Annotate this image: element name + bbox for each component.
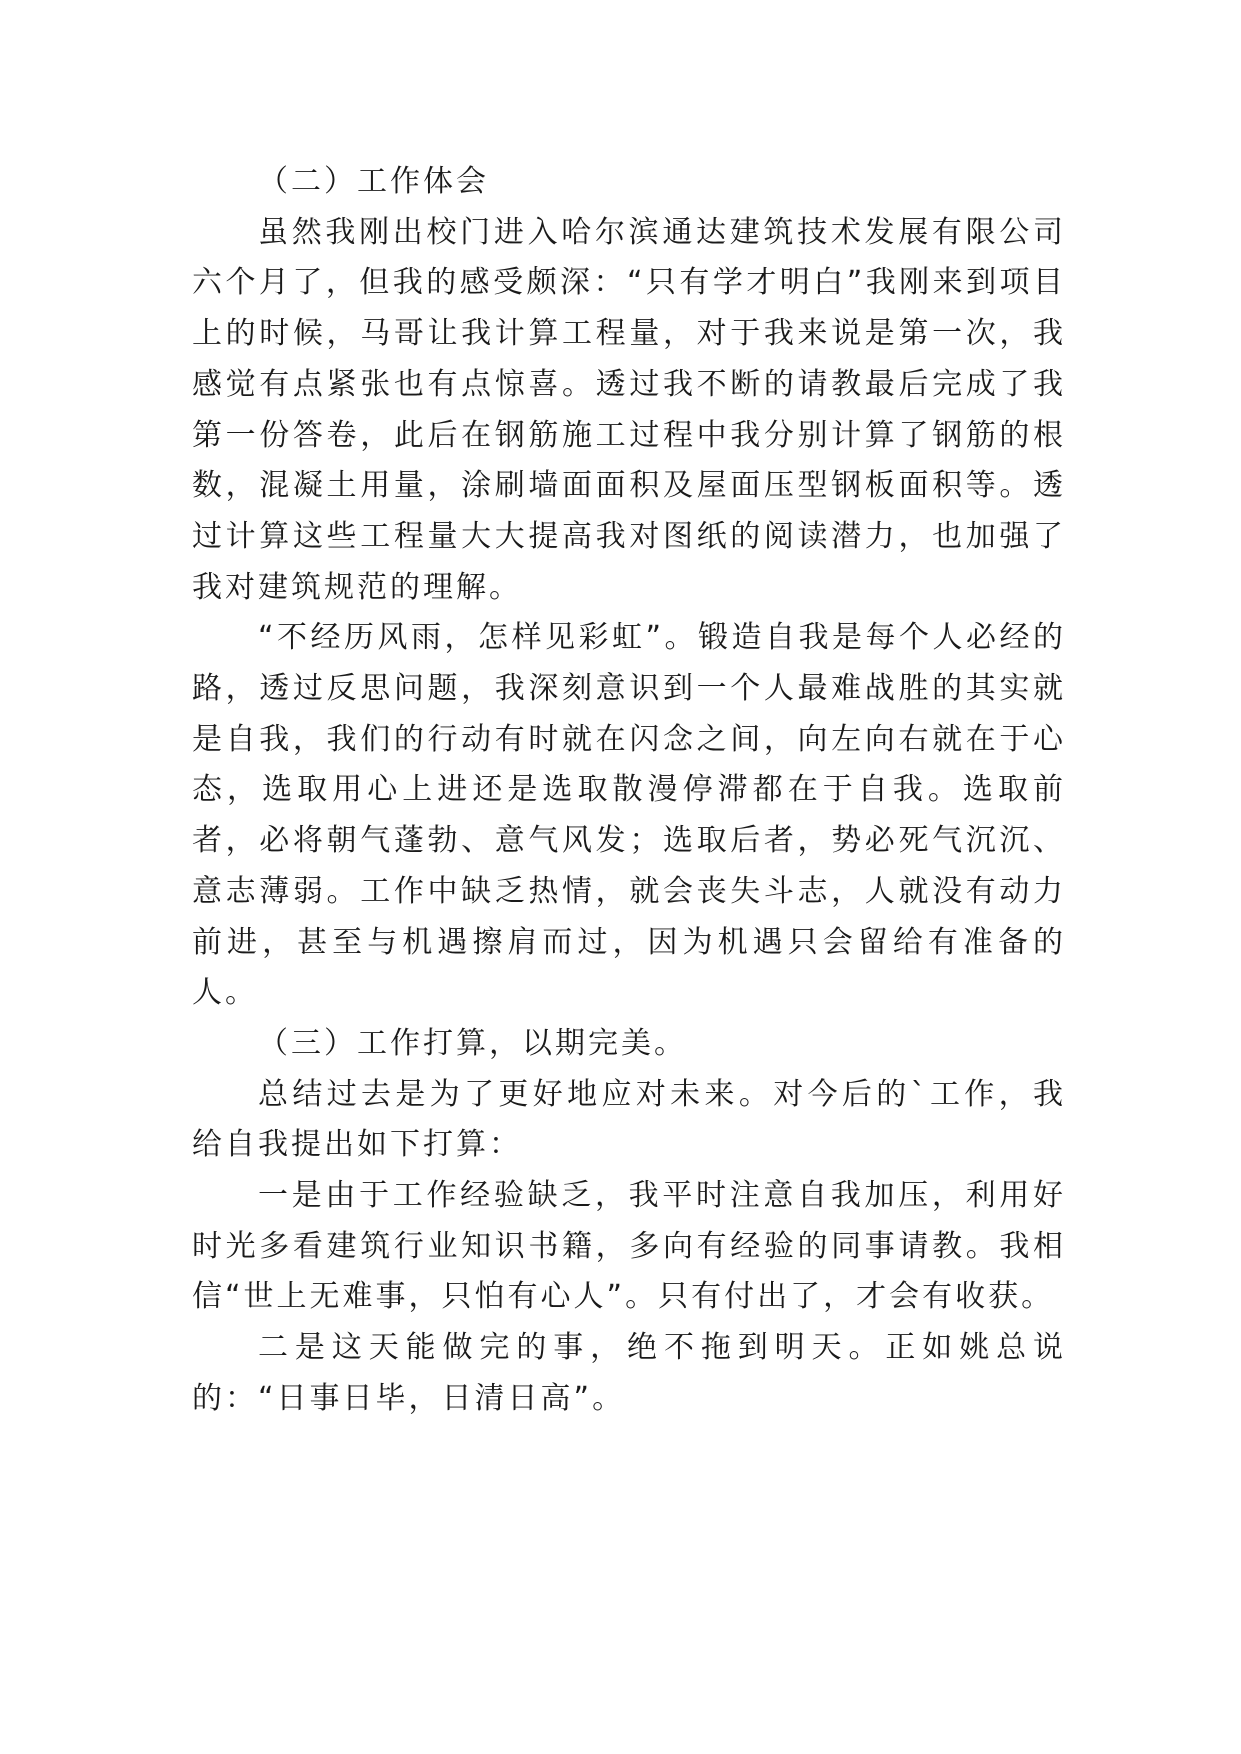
paragraph-plan-one: 一是由于工作经验缺乏，我平时注意自我加压，利用好时光多看建筑行业知识书籍，多向有经验的同事请教。我相信“世上无难事，只怕有心人”。只有付出了，才会有收获。 (192, 1178, 1066, 1315)
paragraph-self-reflection: “不经历风雨，怎样见彩虹”。锻造自我是每个人必经的路，透过反思问题，我深刻意识到一个人最难战胜的其实就是自我，我们的行动有时就在闪念之间，向左向右就在于心态，选取用心上进还是选取散漫停滞都在于自我。选取前者，必将朝气蓬勃、意气风发；选取后者，势必死气沉沉、意志薄弱。工作中缺乏热情，就会丧失斗志，人就没有动力前进，甚至与机遇擦肩而过，因为机遇只会留给有准备的人。 (192, 620, 1066, 1011)
paragraph-plan-two: 二是这天能做完的事，绝不拖到明天。正如姚总说的：“日事日毕，日清日高”。 (192, 1330, 1066, 1416)
section-heading-work-plan: （三）工作打算，以期完美。 (258, 1025, 687, 1061)
paragraph-calculation-experience: 虽然我刚出校门进入哈尔滨通达建筑技术发展有限公司六个月了，但我的感受颇深：“只有学才明白”我刚来到项目上的时候，马哥让我计算工程量，对于我来说是第一次，我感觉有点紧张也有点惊喜。透过我不断的请教最后完成了我第一份答卷，此后在钢筋施工过程中我分别计算了钢筋的根数，混凝土用量，涂刷墙面面积及屋面压型钢板面积等。透过计算这些工程量大大提高我对图纸的阅读潜力，也加强了我对建筑规范的理解。 (192, 214, 1066, 605)
section-heading-work-experience: （二）工作体会 (258, 164, 489, 199)
document-body (192, 157, 1066, 1425)
paragraph-plan-intro: 总结过去是为了更好地应对未来。对今后的`工作，我给自我提出如下打算： (192, 1076, 1066, 1163)
